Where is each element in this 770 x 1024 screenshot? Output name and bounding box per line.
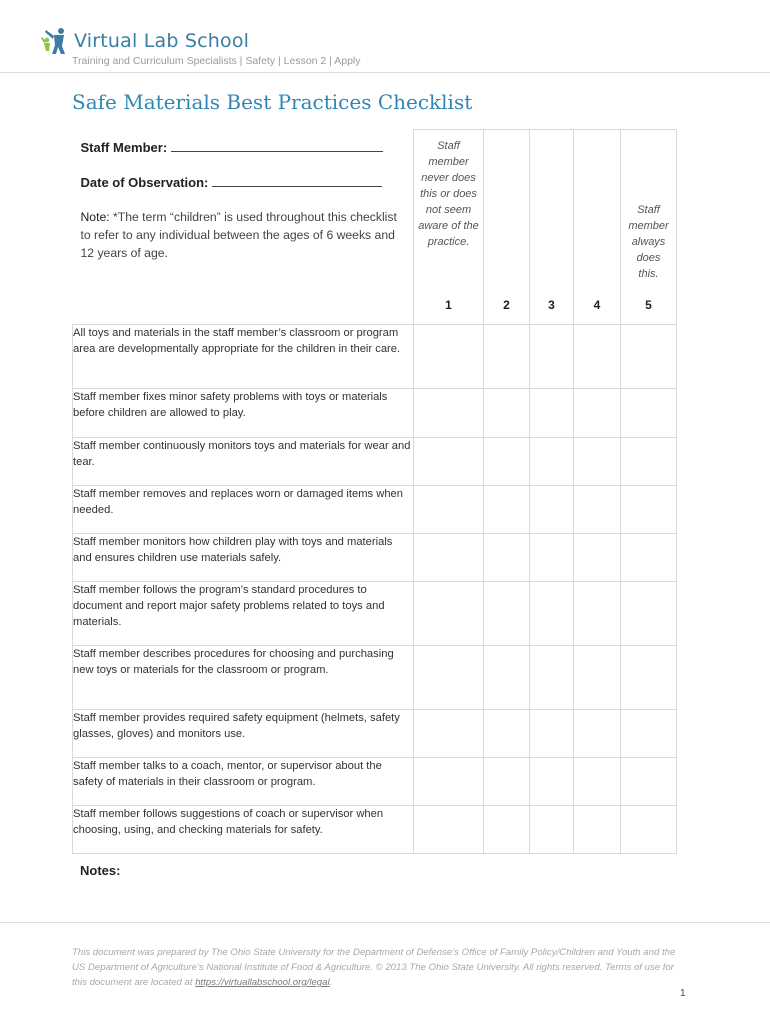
scale-number: 1: [445, 298, 452, 312]
checklist-row: [73, 438, 677, 486]
rating-cell-3[interactable]: [530, 758, 574, 806]
rating-cell-1[interactable]: [414, 582, 484, 646]
rating-cell-4[interactable]: [574, 389, 621, 438]
header-divider: [0, 72, 770, 73]
rating-cell-1[interactable]: [414, 806, 484, 854]
rating-cell-4[interactable]: [574, 325, 621, 389]
rating-cell-2[interactable]: [484, 389, 530, 438]
rating-cell-2[interactable]: [484, 438, 530, 486]
footer-statement: This document was prepared by The Ohio State University for the Department of Defense’s Office of Family Policy/Children and Youth and the US Department of Agriculture’s National Institute of Food & Agriculture. © 2013 The Ohio State University. All rights reserved. Terms of use for this document are located at: [72, 947, 676, 988]
rating-cell-4[interactable]: [574, 646, 621, 710]
rating-cell-5[interactable]: [621, 389, 677, 438]
note-body: *The term “children” is used throughout this checklist to refer to any individual between the ages of 6 weeks and 12 years of age.: [80, 209, 397, 260]
observation-date-label: Date of Observation:: [80, 174, 209, 190]
staff-member-field[interactable]: [81, 140, 406, 155]
checklist-row: [73, 486, 677, 534]
checklist-row: [73, 389, 677, 438]
footer-divider: [0, 922, 770, 923]
observation-date-field[interactable]: [81, 175, 406, 190]
rating-cell-1[interactable]: [414, 325, 484, 389]
checklist-row: [73, 325, 677, 389]
rating-cell-2[interactable]: [484, 534, 530, 582]
scale-low-description: Staff member never does this or does not seem aware of the practice.: [418, 140, 479, 248]
rating-cell-1[interactable]: [414, 438, 484, 486]
rating-cell-2[interactable]: [484, 758, 530, 806]
checklist-row: [73, 534, 677, 582]
checklist-row: [73, 646, 677, 710]
rating-cell-5[interactable]: [621, 438, 677, 486]
scale-high-description: Staff member always does this.: [628, 204, 669, 280]
scale-col-3: [530, 130, 574, 325]
table-header-row: [73, 130, 677, 325]
rating-cell-1[interactable]: [414, 758, 484, 806]
rating-cell-4[interactable]: [574, 758, 621, 806]
rating-cell-5[interactable]: [621, 758, 677, 806]
staff-member-label: Staff Member:: [80, 139, 168, 155]
page-title: Safe Materials Best Practices Checklist: [72, 90, 473, 114]
rating-cell-2[interactable]: [484, 325, 530, 389]
rating-cell-5[interactable]: [621, 486, 677, 534]
rating-cell-5[interactable]: [621, 710, 677, 758]
scale-col-5: [621, 130, 677, 325]
staff-member-line[interactable]: [171, 141, 383, 152]
scale-col-2: [484, 130, 530, 325]
checklist-item: Staff member monitors how children play with toys and materials and ensures children use materials safely.: [73, 534, 414, 582]
rating-cell-1[interactable]: [414, 389, 484, 438]
checklist-item: Staff member describes procedures for choosing and purchasing new toys or materials for the classroom or program.: [73, 646, 414, 710]
rating-cell-5[interactable]: [621, 534, 677, 582]
rating-cell-1[interactable]: [414, 646, 484, 710]
rating-cell-5[interactable]: [621, 582, 677, 646]
rating-cell-3[interactable]: [530, 582, 574, 646]
note-text: [81, 208, 406, 262]
checklist-item: All toys and materials in the staff member’s classroom or program area are developmentally appropriate for the children in their care.: [73, 325, 414, 389]
notes-label: Notes:: [80, 863, 121, 878]
scale-col-4: [574, 130, 621, 325]
scale-number: 4: [593, 298, 601, 312]
legal-link[interactable]: https://virtuallabschool.org/legal: [195, 977, 330, 988]
observation-date-line[interactable]: [212, 176, 382, 187]
scale-number: 3: [548, 298, 555, 312]
rating-cell-4[interactable]: [574, 710, 621, 758]
page-number: 1: [680, 988, 686, 999]
checklist-item: Staff member follows the program’s standard procedures to document and report major safety problems related to toys and materials.: [73, 582, 414, 646]
rating-cell-3[interactable]: [530, 646, 574, 710]
checklist-row: [73, 758, 677, 806]
breadcrumb: Training and Curriculum Specialists | Safety | Lesson 2 | Apply: [72, 55, 361, 67]
rating-cell-3[interactable]: [530, 325, 574, 389]
rating-cell-1[interactable]: [414, 486, 484, 534]
scale-number: 2: [503, 298, 510, 312]
rating-cell-2[interactable]: [484, 806, 530, 854]
checklist-row: [73, 710, 677, 758]
scale-col-1: [414, 130, 484, 325]
footer-text: [72, 945, 684, 990]
rating-cell-1[interactable]: [414, 534, 484, 582]
checklist-row: [73, 806, 677, 854]
observation-info: [73, 130, 414, 325]
checklist-table: [72, 129, 677, 854]
scale-number: 5: [645, 298, 652, 312]
checklist-item: Staff member continuously monitors toys and materials for wear and tear.: [73, 438, 414, 486]
rating-cell-5[interactable]: [621, 325, 677, 389]
footer-period: .: [329, 977, 333, 988]
rating-cell-4[interactable]: [574, 486, 621, 534]
rating-cell-3[interactable]: [530, 486, 574, 534]
checklist-item: Staff member follows suggestions of coach or supervisor when choosing, using, and checking materials for safety.: [73, 806, 414, 854]
rating-cell-3[interactable]: [530, 710, 574, 758]
rating-cell-2[interactable]: [484, 646, 530, 710]
rating-cell-2[interactable]: [484, 582, 530, 646]
checklist-row: [73, 582, 677, 646]
rating-cell-3[interactable]: [530, 389, 574, 438]
rating-cell-3[interactable]: [530, 534, 574, 582]
brand-name: Virtual Lab School: [74, 30, 250, 52]
note-label: Note:: [80, 209, 110, 224]
rating-cell-5[interactable]: [621, 806, 677, 854]
rating-cell-4[interactable]: [574, 582, 621, 646]
rating-cell-3[interactable]: [530, 806, 574, 854]
rating-cell-4[interactable]: [574, 438, 621, 486]
rating-cell-4[interactable]: [574, 806, 621, 854]
logo-figures-icon: [40, 26, 70, 56]
checklist-item: Staff member fixes minor safety problems with toys or materials before children are allowed to play.: [73, 389, 414, 438]
rating-cell-2[interactable]: [484, 710, 530, 758]
rating-cell-3[interactable]: [530, 438, 574, 486]
rating-cell-5[interactable]: [621, 646, 677, 710]
rating-cell-4[interactable]: [574, 534, 621, 582]
checklist-item: Staff member talks to a coach, mentor, or supervisor about the safety of materials in their classroom or program.: [73, 758, 414, 806]
rating-cell-2[interactable]: [484, 486, 530, 534]
rating-cell-1[interactable]: [414, 710, 484, 758]
checklist-item: Staff member removes and replaces worn or damaged items when needed.: [73, 486, 414, 534]
site-logo: [40, 26, 249, 56]
checklist-item: Staff member provides required safety equipment (helmets, safety glasses, gloves) and monitors use.: [73, 710, 414, 758]
